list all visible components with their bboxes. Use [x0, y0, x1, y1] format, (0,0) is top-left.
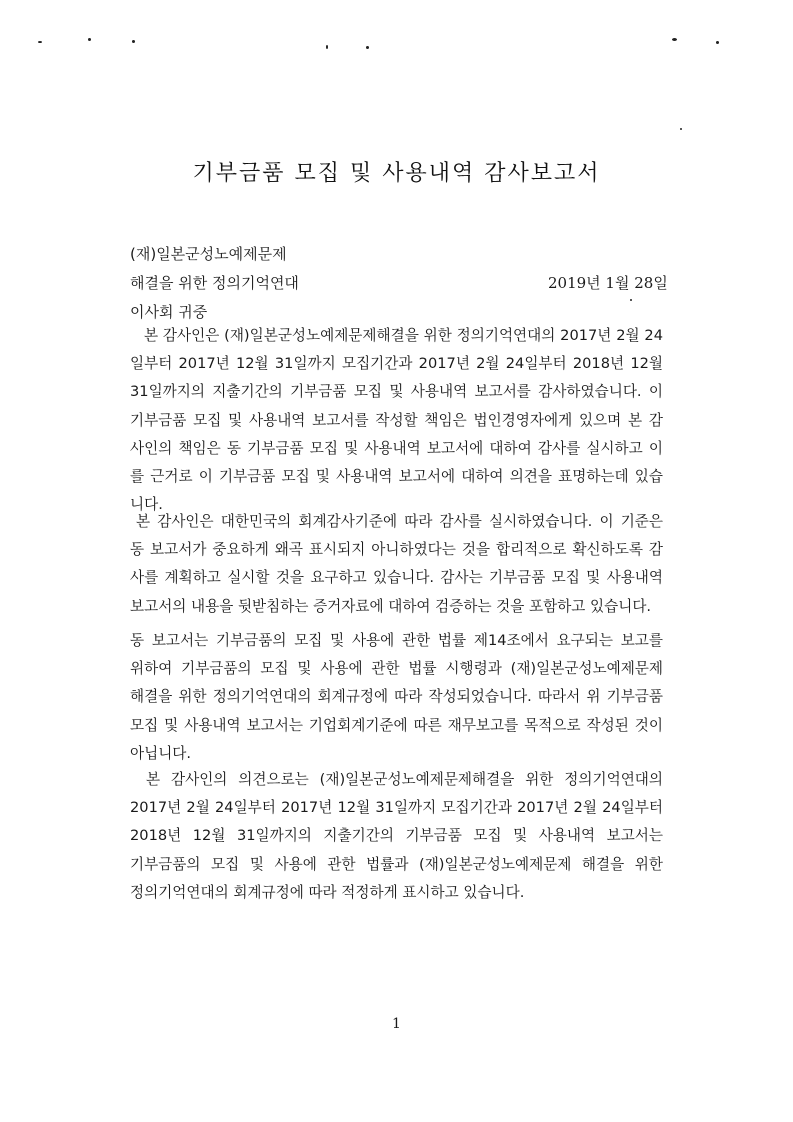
paragraph-line: 본 감사인은 (재)일본군성노예제문제해결을 위한 정의기억연대의 2017년 2월 24 — [144, 327, 663, 344]
scan-speck — [132, 40, 135, 43]
scan-speck — [88, 38, 91, 41]
scan-speck — [672, 38, 677, 41]
paragraph-line: 보고서의 내용을 뒷받침하는 증거자료에 대하여 검증하는 것을 포함하고 있습니다. — [130, 597, 652, 615]
paragraph-line: 정의기억연대의 회계규정에 따라 적정하게 표시하고 있습니다. — [130, 883, 525, 901]
scan-speck — [38, 41, 42, 43]
paragraph-line: 를 근거로 이 기부금품 모집 및 사용내역 보고서에 대하여 의견을 표명하는데 있습 — [130, 468, 663, 486]
paragraph-line: 모집 및 사용내역 보고서는 기업회계기준에 따른 재무보고를 목적으로 작성된 것이 — [130, 716, 663, 734]
paragraph-line: 해결을 위한 정의기억연대의 회계규정에 따라 작성되었습니다. 따라서 위 기부금품 — [130, 688, 663, 706]
paragraph-line: 일부터 2017년 12월 31일까지 모집기간과 2017년 2월 24일부터 2018년 12월 — [130, 355, 663, 373]
paragraph-line: 기부금품의 모집 및 사용에 관한 법률과 (재)일본군성노예제문제 해결을 위한 — [130, 855, 663, 873]
paragraph-audit-standards — [130, 508, 663, 621]
paragraph-line: 동 보고서가 중요하게 왜곡 표시되지 아니하였다는 것을 합리적으로 확신하도록 감 — [130, 541, 663, 559]
paragraph-line: 31일까지의 지출기간의 기부금품 모집 및 사용내역 보고서를 감사하였습니다. 이 — [130, 383, 663, 401]
paragraph-line: 위하여 기부금품의 모집 및 사용에 관한 법률 시행령과 (재)일본군성노예제문제 — [130, 660, 663, 678]
paragraph-line: 동 보고서는 기부금품의 모집 및 사용에 관한 법률 제14조에서 요구되는 보고를 — [130, 632, 663, 649]
paragraph-line: 아닙니다. — [130, 744, 192, 762]
addressee-line: 해결을 위한 정의기억연대 — [130, 274, 299, 292]
addressee-line: 이사회 귀중 — [130, 303, 208, 321]
paragraph-line: 2017년 2월 24일부터 2017년 12월 31일까지 모집기간과 2017년 2월 24일부터 — [130, 799, 663, 817]
scan-speck — [680, 128, 682, 130]
scan-speck — [366, 46, 369, 49]
paragraph-line: 2018년 12월 31일까지의 지출기간의 기부금품 모집 및 사용내역 보고서는 — [130, 827, 663, 845]
paragraph-line: 사인의 책임은 동 기부금품 모집 및 사용내역 보고서에 대하여 감사를 실시하고 이 — [130, 439, 663, 457]
paragraph-line: 본 감사인은 대한민국의 회계감사기준에 따라 감사를 실시하였습니다. 이 기준은 — [136, 513, 663, 530]
scan-speck — [326, 45, 328, 49]
paragraph-audit-scope — [130, 322, 663, 519]
report-date: 2019년 1월 28일 — [548, 274, 668, 292]
document-title: 기부금품 모집 및 사용내역 감사보고서 — [192, 161, 601, 186]
paragraph-line: 니다. — [130, 496, 163, 514]
paragraph-audit-opinion — [130, 766, 663, 907]
page-number: 1 — [392, 1016, 401, 1032]
scan-speck — [630, 299, 632, 301]
paragraph-report-basis — [130, 627, 663, 768]
paragraph-line: 사를 계획하고 실시할 것을 요구하고 있습니다. 감사는 기부금품 모집 및 사용내역 — [130, 569, 663, 587]
scan-speck — [716, 41, 719, 44]
addressee-block — [130, 240, 299, 327]
paragraph-line: 기부금품 모집 및 사용내역 보고서를 작성할 책임은 법인경영자에게 있으며 본 감 — [130, 411, 663, 429]
paragraph-line: 본 감사인의 의견으로는 (재)일본군성노예제문제해결을 위한 정의기억연대의 — [146, 771, 663, 788]
addressee-line: (재)일본군성노예제문제 — [130, 245, 287, 263]
